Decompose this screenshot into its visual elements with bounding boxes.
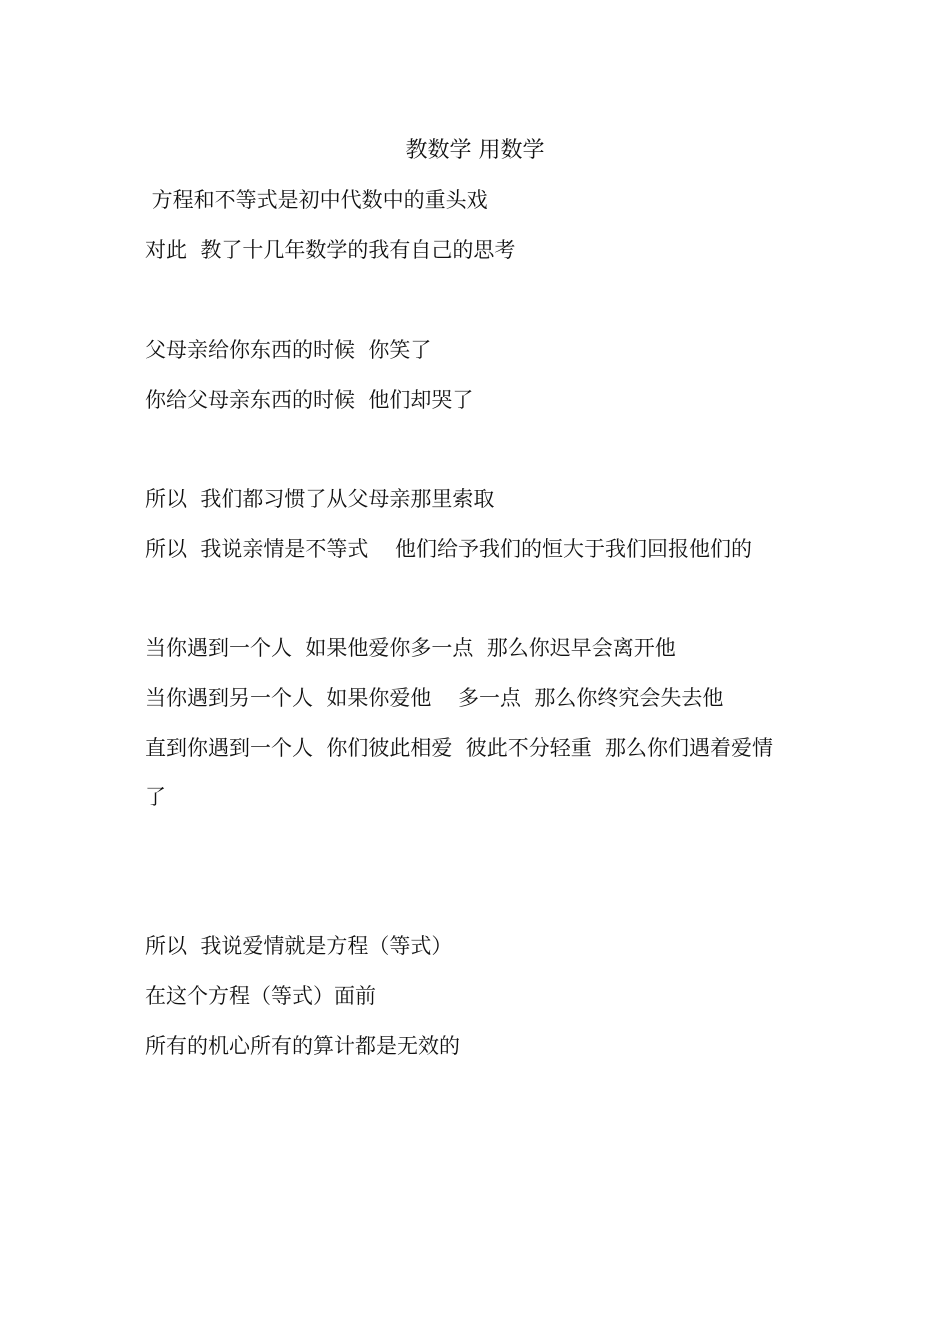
text-line: 当你遇到另一个人 如果你爱他 多一点 那么你终究会失去他 — [145, 686, 724, 710]
text-line: 所以 我们都习惯了从父母亲那里索取 — [145, 487, 495, 511]
text-line: 了 — [145, 785, 166, 809]
text-line: 父母亲给你东西的时候 你笑了 — [145, 338, 432, 362]
document-title: 教数学 用数学 — [405, 138, 545, 163]
text-line: 当你遇到一个人 如果他爱你多一点 那么你迟早会离开他 — [145, 636, 676, 660]
text-line: 对此 教了十几年数学的我有自己的思考 — [145, 238, 516, 262]
text-line: 所以 我说亲情是不等式 他们给予我们的恒大于我们回报他们的 — [145, 537, 753, 561]
text-line: 方程和不等式是初中代数中的重头戏 — [145, 188, 488, 212]
text-line: 所有的机心所有的算计都是无效的 — [145, 1034, 460, 1058]
text-line: 在这个方程（等式）面前 — [145, 984, 376, 1008]
text-line: 直到你遇到一个人 你们彼此相爱 彼此不分轻重 那么你们遇着爱情 — [145, 736, 774, 760]
text-line: 你给父母亲东西的时候 他们却哭了 — [145, 388, 474, 412]
text-line: 所以 我说爱情就是方程（等式） — [145, 934, 453, 958]
